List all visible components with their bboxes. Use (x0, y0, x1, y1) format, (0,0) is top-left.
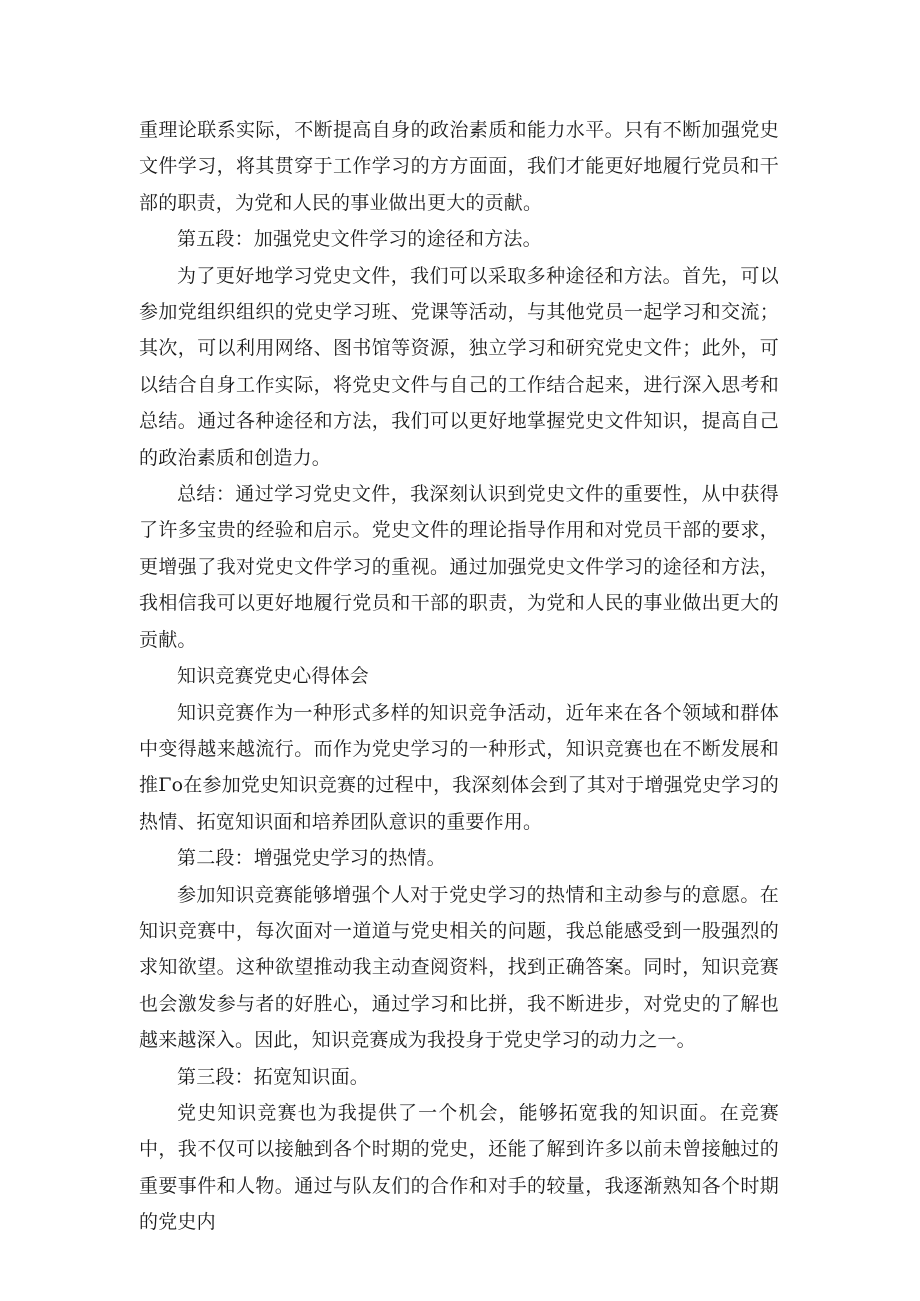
paragraph-enthusiasm: 参加知识竞赛能够增强个人对于党史学习的热情和主动参与的意愿。在知识竞赛中，每次面对一道道与党史相关的问题，我总能感受到一股强烈的求知欲望。这种欲望推动我主动查阅资料，找到正确答案。同时，知识竞赛也会激发参与者的好胜心，通过学习和比拼，我不断进步，对党史的了解也越来越深入。因此，知识竞赛成为我投身于党史学习的动力之一。 (139, 883, 779, 1052)
section-heading-part3: 第三段：拓宽知识面。 (177, 1065, 370, 1088)
section-heading-part2: 第二段：增强党史学习的热情。 (177, 847, 446, 870)
paragraph-study-methods: 为了更好地学习党史文件，我们可以采取多种途径和方法。首先，可以参加党组织组织的党史学习班、党课等活动，与其他党员一起学习和交流；其次，可以利用网络、图书馆等资源，独立学习和研究党史文件；此外，可以结合自身工作实际，将党史文件与自己的工作结合起来，进行深入思考和总结。通过各种途径和方法，我们可以更好地掌握党史文件知识，提高自己的政治素质和创造力。 (139, 264, 779, 469)
section-heading-part5: 第五段：加强党史文件学习的途径和方法。 (177, 228, 542, 251)
paragraph-intro: 知识竞赛作为一种形式多样的知识竞争活动，近年来在各个领域和群体中变得越来越流行。而作为党史学习的一种形式，知识竞赛也在不断发展和推Γo在参加党史知识竞赛的过程中，我深刻体会到了其对于增强党史学习的热情、拓宽知识面和培养团队意识的重要作用。 (139, 701, 779, 833)
essay-title: 知识竞赛党史心得体会 (177, 665, 370, 688)
document-body (139, 112, 779, 1241)
paragraph-summary: 总结：通过学习党史文件，我深刻认识到党史文件的重要性，从中获得了许多宝贵的经验和启示。党史文件的理论指导作用和对党员干部的要求，更增强了我对党史文件学习的重视。通过加强党史文件学习的途径和方法，我相信我可以更好地履行党员和干部的职责，为党和人民的事业做出更大的贡献。 (139, 483, 779, 651)
paragraph-knowledge: 党史知识竞赛也为我提供了一个机会，能够拓宽我的知识面。在竞赛中，我不仅可以接触到各个时期的党史，还能了解到许多以前未曾接触过的重要事件和人物。通过与队友们的合作和对手的较量，我逐渐熟知各个时期的党史内 (139, 1101, 779, 1234)
paragraph-continuation: 重理论联系实际，不断提高自身的政治素质和能力水平。只有不断加强党史文件学习，将其贯穿于工作学习的方方面面，我们才能更好地履行党员和干部的职责，为党和人民的事业做出更大的贡献。 (139, 119, 779, 214)
